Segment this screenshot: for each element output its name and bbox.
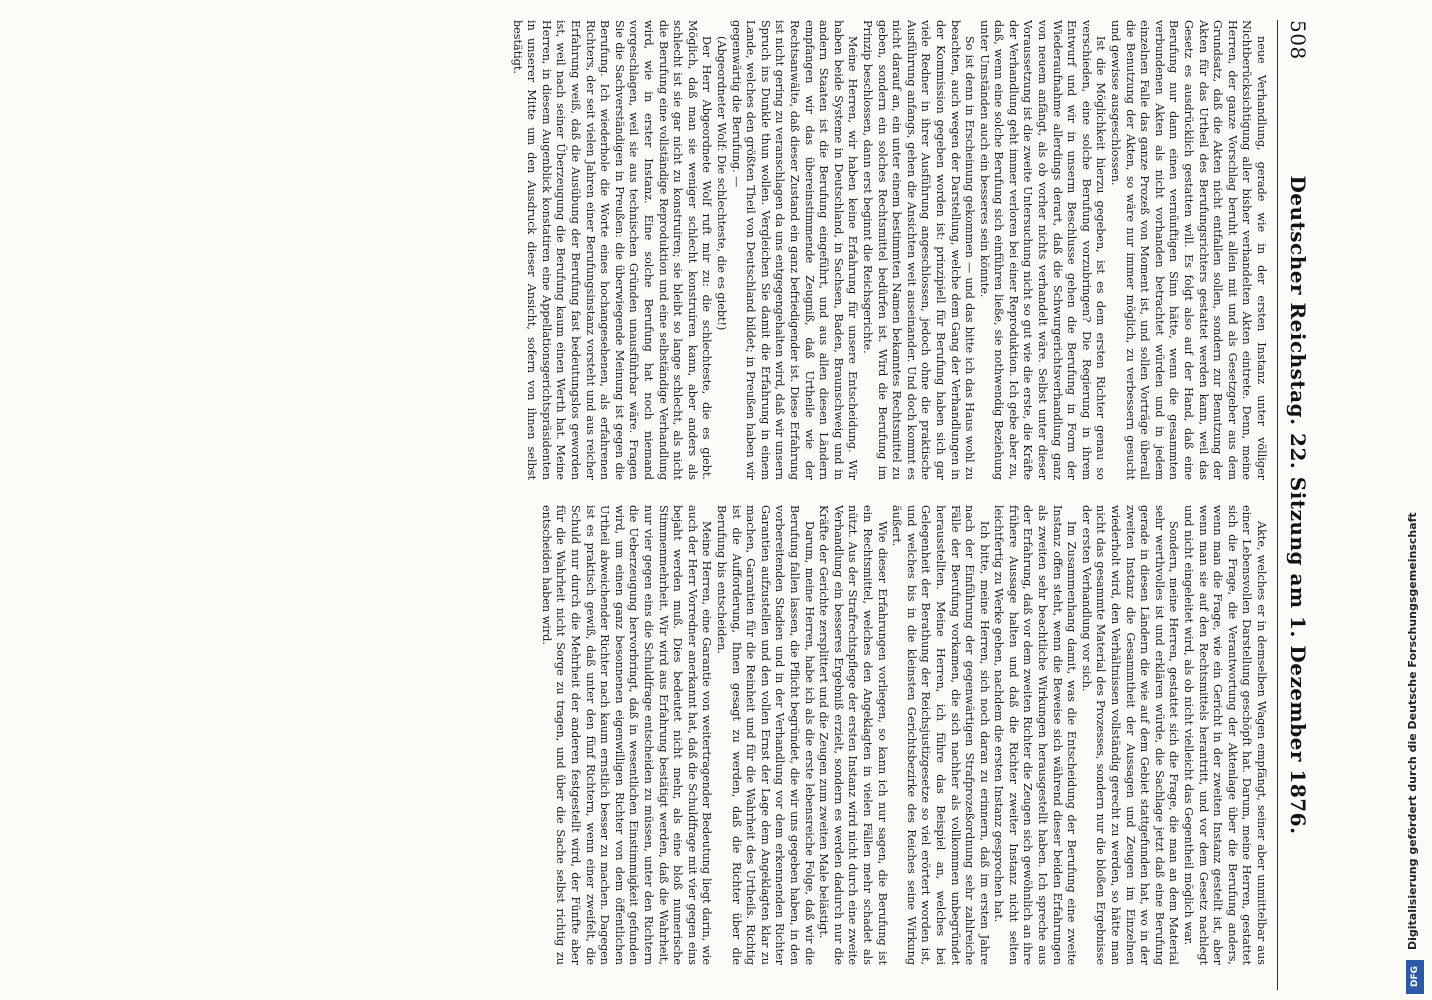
paragraph: Darum, meine Herren, habe ich als die erste lebensreiche Folge, daß wir die Berufung fallen lassen, die Pflicht begründet, die wir uns gegeben haben, in den vorbereitenden Stadien und in der Verhandlung vor dem erkennenden Richter Garantien aufzustellen und den vollen Ernst der Lage dem Angeklagten klar zu machen, Garantien für die Reinheit und für die Wahrheit des Urtheils. Richtig ist die Aufforderung, Ihnen gesagt zu werden, daß die Richter über die Berufung bis entscheiden. xyxy=(715,505,816,965)
page-header xyxy=(1278,20,1318,990)
paragraph: Meine Herren, eine Garantie von weitertragender Bedeutung liegt darin, wie auch der Herr Vorredner anerkannt hat, daß die Schuldfrage mit vier gegen eins bejaht werden muß. Dies bedeutet nicht mehr, als eine bloß numerische Stimmenmehrheit. Wir wird aus Erfahrung bestätigt werden, daß die Wahrheit, nur vier gegen eins die Schuldfrage entscheiden zu müssen, unter den Richtern die Ueberzeugung hervorbringt, daß in wesentlichen Einstimmigkeit gefunden wird, um einen ganz besonnenen eigenwilligen Richter von dem öffentlichen Urtheil abweichender Richter nach kaum ernstlich besser zu machen. Dagegen ist es praktisch gewiß, daß unter den fünf Richtern, wenn einer zweifelt, die Schuld nur durch die Mehrheit der anderen festgestellt wird, der Fünfte aber für die Wahrheit nicht Sorge zu tragen, und über die Sache selbst richtig zu entscheiden haben wird. xyxy=(539,505,714,965)
paragraph: So ist denn in Erscheinung gekommen — und das bitte ich das Haus wohl zu beachten, auch wegen der Darstellung, welche dem Gang der Verhandlungen in der Kommission gegeben worden ist: prinzipiell für Berufung haben sich gar viele Redner in ihrer Ausführung angeschlossen, jedoch ohne die praktische Ausführung anfangs, gehen die Ansichten weit auseinander. Und doch kommt es nicht darauf an, ein unter einem bestimmten Namen bekanntes Rechtsmittel zu geben, sondern ein solches Rechtsmittel bedürfen ist. Wird die Berufung im Prinzip beschlossen, dann erst beginnt die Reichsgerichte. xyxy=(860,20,977,480)
dfg-logo-text: DFG xyxy=(1410,966,1420,988)
running-title: Deutscher Reichstag. 22. Sitzung am 1. Dezember 1876. xyxy=(1286,175,1310,835)
text-column-right xyxy=(13,505,1268,965)
dfg-logo xyxy=(1406,960,1424,994)
paragraph: Im Zusammenhang damit, was die Entscheidung der Berufung eine zweite Instanz offen steht, wenn die Beweise sich während dieser beiden Erfahrungen als zweiten sehr beachtliche Wirkungen herausgestellt haben. Ich spreche aus der Erfahrung, daß vor dem zweiten Richter die Zeugen sich gewöhnlich an ihre frühere Aussage halten und daß die Richter zweiter Instanz nicht selten leichtfertig zu Werke gehen, nachdem die ersten Instanz gesprochen hat. xyxy=(992,505,1079,965)
paragraph: Wie dieser Erfahrungen vorliegen, so kann ich nur sagen, die Berufung ist ein Rechtsmittel, welches den Angeklagten in vielen Fällen mehr schadet als nützt. Aus der Strafrechtspflege der ersten Instanz wird nicht durch eine zweite Verhandlung ein besseres Ergebniß erzielt, sondern es werden dadurch nur die Kräfte der Gerichte zersplittert und die Zeugen zum zweiten Male belästigt. xyxy=(817,505,889,965)
header-rule xyxy=(1277,20,1278,990)
paragraph: Akte, welches er in demselben Wagen empfängt, seiner aber unmittelbar aus einer Lebensvollen Darstellung geschöpft hat. Darum, meine Herren, gestattet sich die Frage, die Verantwortung der Aktenlage über die Berufung anders, wenn man die Frage, wie ein Gericht in der zweiten Instanz gestellt ist, aber wenn man sie auf den Rechtsmittels herantritt, und vor dem Gesetz nachlegt und nicht eingeleitet wird, als ob nicht vielleicht das Gegentheil möglich war. xyxy=(1182,505,1268,965)
paragraph: neue Verhandlung, gerade wie in der ersten Instanz unter völliger Nichtberücksichtigung aller bisher verhandelten Akten eintrete. Denn, meine Herren, der ganze Vorschlag beruht allein mit und als Gesetzgeber aus dem Grundsatz, daß die Akten nicht entfallen sollen, sondern zur Benutzung der Akten für das Urtheil des Berufungsrichters gestattet werden kann, weil das Gesetz es ausdrücklich gestatten will. Es folgt also auf der Hand, daß eine Berufung nur dann einen vernünftigen Sinn hätte, wenn die gesammten verbundenen Akten als nicht vorhanden betrachtet würden und in jedem einzelnen Falle das ganze Prozeß von Moment ist, und sollen Vorträge überall die Benutzung der Akten, so wäre nur immer möglich, zu verbessern gesucht und gewisse ausgeschlossen. xyxy=(1109,20,1268,480)
paragraph: Ich bitte, meine Herren, sich noch daran zu erinnern, daß im ersten Jahre nach der Einführung der gegenwärtigen Strafprozeßordnung sehr zahlreiche Fälle der Berufung vorkamen, die sich nachher als vollkommen unbegründet herausstellten. Meine Herren, ich führe das Beispiel an, welches bei Gelegenheit der Berathung der Reichsjustizgesetze so viel erörtert worden ist, und welches bis in die kleinsten Gerichtsbezirke des Reiches seine Wirkung äußert. xyxy=(890,505,991,965)
paragraph: Sondern, meine Herren, gestattet sich die Frage, die man an dem Material sehr werthvolles ist und erklären würde, die Sachlage jetzt daß eine Berufung gerade in diesen Ländern die wie auf dem Gebiet stattgefunden hat, wo in der zweiten Instanz die Gesammtheit der Aussagen und Zeugen im Einzelnen wiederholt wird, den Verhältnissen vollständig gerecht zu werden, so hätte man nicht das gesammte Material des Prozesses, sondern nur die bloßen Ergebnisse der ersten Verhandlung vor sich. xyxy=(1079,505,1181,965)
paragraph: Der Herr Abgeordnete Wolf ruft mir zu: die schlechteste, die es giebt. Möglich, daß man sie weniger schlecht konstruiren kann, aber anders als schlecht ist sie gar nicht zu konstruiren; sie bleibt so lange schlecht, als nicht die Berufung eine vollständige Reproduktion und eine selbständige Verhandlung wird, wie in erster Instanz. Eine solche Berufung hat noch niemand vorgeschlagen, weil sie aus technischen Gründen unausführbar wäre. Fragen Sie die Sachverständigen in Preußen: die überwiegende Meinung ist gegen die Berufung. Ich wiederhole die Worte eines hochangesehenen, als erfahrenen Richters, der seit vielen Jahren einer Berufungsinstanz vorsteht und aus reicher Erfahrung weiß, daß die Ausübung der Berufung fast bedeutungslos geworden ist, weil nach seiner Überzeugung die Berufung kaum einen Werth hat. Meine Herren, in diesem Augenblick konstatiren eine Appellationsgerichtspräsidenten in unserer Mitte um den Ausdruck dieser Ansicht, sofern von ihnen selbst bestätigt. xyxy=(510,20,714,480)
paragraph: (Abgeordneter Wolf: Die schlechteste, die es giebt!) xyxy=(715,36,729,331)
paragraph: Meine Herren, wir haben keine Erfahrung für unsere Entscheidung. Wir haben beide Systeme in Deutschland, in Sachsen, Baden, Braunschweig und in andern Staaten ist die Berufung eingeführt, und aus allen diesen Ländern empfangen wir das übereinstimmende Zeugniß, daß Urtheile wie der Rechtsanwälte, daß dieser Zustand ein ganz befriedigender ist. Diese Erfahrung ist nicht gering zu veranschlagen da uns entgegengehalten wird, daß wir unsern Spruch ins Dunkle thun wollen. Vergleichen Sie damit die Erfahrung in einem Lande, welches den größten Theil von Deutschland bildet; in Preußen haben wir gegenwärtig die Berufung. — xyxy=(729,20,860,480)
page-number: 508 xyxy=(1286,20,1310,60)
digitization-sidebar xyxy=(1400,0,1432,1000)
paragraph: Ist die Möglichkeit hierzu gegeben, ist es dem ersten Richter genau so verschieden, eine solche Berufung vorzubringen? Die Regierung in ihrem Entwurf und wir in unserm Beschlusse gehen die Berufung in Form der Wiederaufnahme allerdings derart, daß die Schwurgerichtsverhandlung ganz von neuem anfängt, als ob vorher nichts verhandelt wäre. Selbst unter dieser Voraussetzung ist die zweite Untersuchung nicht so gut wie die erste, die Kräfte der Verhandlung geht immer verloren bei einer Reproduktion. Ich gebe aber zu, daß, wenn eine solche Berufung sich einführen ließe, sie nothwendig Beziehung unter Umständen auch ein besseres sein könnte. xyxy=(977,20,1108,480)
funding-credit: Digitalisierung gefördert durch die Deutsche Forschungsgemeinschaft xyxy=(1406,512,1419,950)
text-column-left xyxy=(13,20,1268,480)
